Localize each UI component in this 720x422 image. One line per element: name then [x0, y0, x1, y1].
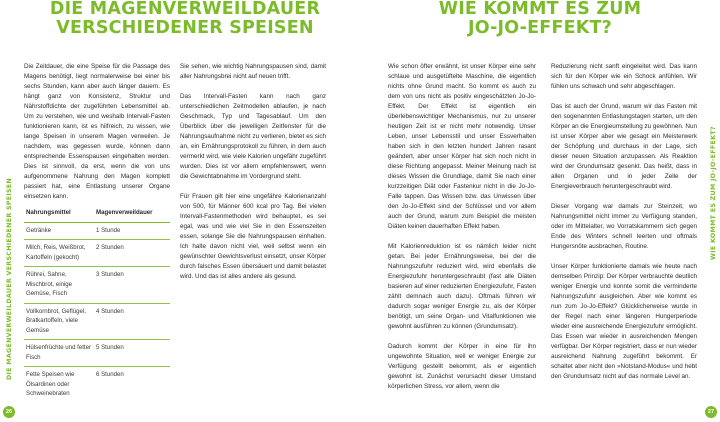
table-row	[24, 222, 170, 240]
left-column-2	[180, 62, 326, 282]
table-cell-duration: 5 Stunden	[94, 340, 170, 367]
paragraph: Für Frauen gilt hier eine ungefähre Kalorienanzahl von 500, für Männer 600 kcal pro Tag. Bei vielen Intervall-Fastenmethoden wird behauptet, es sei egal, was und wie viel Sie in den Essenszeiten essen, solange Sie die Nahrungspausen einhalten. Ich halte davon nicht viel, weil selbst wenn ein gewünschter Gewichtsverlust einsetzt, unser Körper durch falsches Essen übersäuert und damit belastet wird. Und das ist alles andere als gesund.	[180, 193, 326, 280]
paragraph: Dieser Vorgang war damals zur Steinzeit, wo Nahrungsmittel nicht immer zu Verfügung standen, oder im Mittelalter, wo Vorratskammern sich gegen Ende des Winters schnell leerten und oftmals Hungersnöte ausbrachen, Routine.	[551, 203, 697, 250]
page-number-right: 27	[705, 406, 717, 418]
left-page-heading	[20, 0, 350, 38]
right-page	[360, 0, 720, 422]
table-row	[24, 240, 170, 267]
paragraph: Das Intervall-Fasten kann nach ganz unterschiedlichen Zeitmodellen ablaufen, je nach Geschmack, Typ und Tagesablauf. Um den Überblick über die jeweiligen Zeitfenster für die Nahrungsaufnahme nicht zu verlieren, bietet es sich an, ein Ernährungsprotokoll zu führen, in dem auch vermerkt wird, wie viele Kalorien ungefähr zugeführt wurden. Dies ist vor allem empfehlenswert, wenn die Gewichtabnahme im Vordergrund steht.	[180, 93, 326, 180]
table-row	[24, 340, 170, 367]
table-cell-duration: 3 Stunden	[94, 267, 170, 304]
right-column-1	[388, 62, 536, 392]
left-column-1	[24, 62, 170, 202]
table-cell-food: Milch, Reis, Weißbrot, Kartoffeln (gekocht)	[24, 240, 94, 267]
table-cell-food: Fette Speisen wie Ölsardinen oder Schweinebraten	[26, 371, 75, 397]
table-cell-food: Vollkornbrot, Geflügel, Bratkartoffeln, viele Gemüse	[24, 303, 94, 340]
table-cell-food: Hülsenfrüchte und fetter Fisch	[24, 340, 94, 367]
right-column-2	[551, 62, 697, 382]
paragraph: Wie schon öfter erwähnt, ist unser Körper eine sehr schlaue und ausgetüftelte Maschine, die eigentlich nichts ohne Grund macht. So kommt es auch zu dem von uns nicht als positiv eingeschätzten Jo-Jo-Effekt. Der Effekt ist eigentlich ein überlebenswichtiger Mechanismus, nur zu unserer heutigen Zeit ist er nicht mehr notwendig. Unser Leben, unser Lebensstil und unser Essverhalten haben sich in den letzten hundert Jahren rasant geändert, aber unser Körper hat sich noch nicht in diese Richtung angepasst. Meiner Meinung nach ist dieses Wissen die Grundlage, damit Sie nach einer kurzzeitigen Diät oder Fastenkur nicht in die Jo-Jo-Falle tappen. Das Wissen bzw. das Unwissen über den Jo-Jo-Effekt sind der Schlüssel und vor allem auch der Grund, warum zum Beispiel die meisten Diäten keinen dauerhaften Effekt haben.	[388, 63, 536, 230]
table-row	[24, 303, 170, 340]
table-cell-duration: 2 Stunden	[94, 240, 170, 267]
digestion-table	[24, 206, 170, 403]
left-heading-line-2: VERSCHIEDENER SPEISEN	[56, 18, 314, 38]
paragraph: Das ist auch der Grund, warum wir das Fasten mit den sogenannten Entlastungstagen starten, um den Körper an die Energieumstellung zu gewöhnen. Nun ist unser Körper aber wie gesagt ein Meisterwerk der Schöpfung und durchaus in der Lage, sich dieser neuen Situation anzupassen. Als Reaktion wird der Grundumsatz gesenkt. Das heißt, dass in allen Organen und in jeder Zelle der Energieverbrauch heruntergeschraubt wird.	[551, 103, 697, 190]
paragraph: Mit Kalorienreduktion ist es nämlich leider nicht getan. Bei jeder Ernährungsweise, bei der die Nahrungszufuhr reduziert wird, wird ebenfalls die Energiezufuhr heruntergeschraubt (fast alle Diäten basieren auf einer reduzierten Energiezufuhr, Fasten zählt demnach auch dazu). Oftmals führen wir dadurch sogar weniger Energie zu, als der Körper benötigt, um seine Organ- und Vitalfunktionen wie gewohnt ausführen zu können (Grundumsatz).	[388, 243, 536, 330]
table-cell-food: Getränke	[24, 222, 94, 240]
right-heading-line-1: WIE KOMMT ES ZUM	[438, 0, 642, 19]
paragraph: Dadurch kommt der Körper in eine für ihn ungewohnte Situation, weil er weniger Energie zur Verfügung gestellt bekommt, als er eigentlich gewohnt ist. Zunächst verursacht dieser Umstand körperlichen Stress, vor allem, wenn die	[388, 343, 536, 390]
table-cell-duration: 6 Stunden	[96, 371, 124, 378]
page-number-left: 26	[3, 406, 15, 418]
left-heading-line-1: DIE MAGENVERWEILDAUER	[49, 0, 321, 19]
table-cell-duration: 4 Stunden	[94, 303, 170, 340]
table-header-row	[24, 206, 170, 222]
table-header-food: Nahrungsmittel	[24, 206, 94, 222]
left-side-title: DIE MAGENVERWEILDAUER VERSCHIEDENER SPEISEN	[6, 178, 13, 380]
right-side-title: WIE KOMMT ES ZUM JO-JO-EFFEKT?	[710, 126, 717, 260]
paragraph: Die Zeitdauer, die eine Speise für die Passage des Magens benötigt, liegt normalerweise bei einer bis sechs Stunden, kann aber auch länger dauern. Es hängt ganz von Konsistenz, Struktur und Nährstoffdichte der zugeführten Lebensmittel ab. Um zu verstehen, wie und weshalb Intervall-Fasten funktionieren kann, ist es hilfreich, zu wissen, wie lange Speisen in unserem Magen verweilen. Je nachdem, was gegessen wurde, können dann entsprechende Essenspausen eingehalten werden. Dies ist sinnvoll, da erst, wenn die von uns aufgenommene Nahrung den Magen komplett passiert hat, eine Entlastung unserer Organe einsetzen kann.	[24, 63, 170, 200]
right-page-heading	[380, 0, 700, 38]
paragraph: Unser Körper funktionierte damals wie heute nach demselben Prinzip: Der Körper verbrauchte deutlich weniger Energie und konnte somit die verminderte Nahrungszufuhr ausgleichen. Aber wie kommt es nun zum Jo-Jo-Effekt? Glücklicherweise wurde in der Regel nach einer längeren Hungerperiode wieder eine ausreichende Energiezufuhr ermöglicht. Das Essen war wieder in ausreichenden Mengen verfügbar. Der Körper registriert, dass er nun wieder ausreichend Nahrung zugeführt bekommt. Er schaltet aber nicht den »Notstand-Modus« und hebt den Grundumsatz nicht auf das normale Level an.	[551, 263, 697, 380]
table-cell-food: Rührei, Sahne, Mischbrot, einige Gemüse, Fisch	[24, 267, 94, 304]
table-row	[24, 367, 170, 403]
table-row	[24, 267, 170, 304]
right-heading-line-2: JO-JO-EFFEKT?	[467, 18, 613, 38]
paragraph: Reduzierung nicht sanft eingeleitet wird. Das kann sich für den Körper wie ein Schock anfühlen. Wir fühlen uns schwach und sehr abgeschlagen.	[551, 63, 697, 90]
table-header-duration: Magenverweildauer	[94, 206, 170, 222]
table-cell-duration: 1 Stunde	[94, 222, 170, 240]
paragraph: Sie sehen, wie wichtig Nahrungspausen sind, damit aller Nahrungsbrei nicht auf neuen trifft.	[180, 63, 326, 80]
